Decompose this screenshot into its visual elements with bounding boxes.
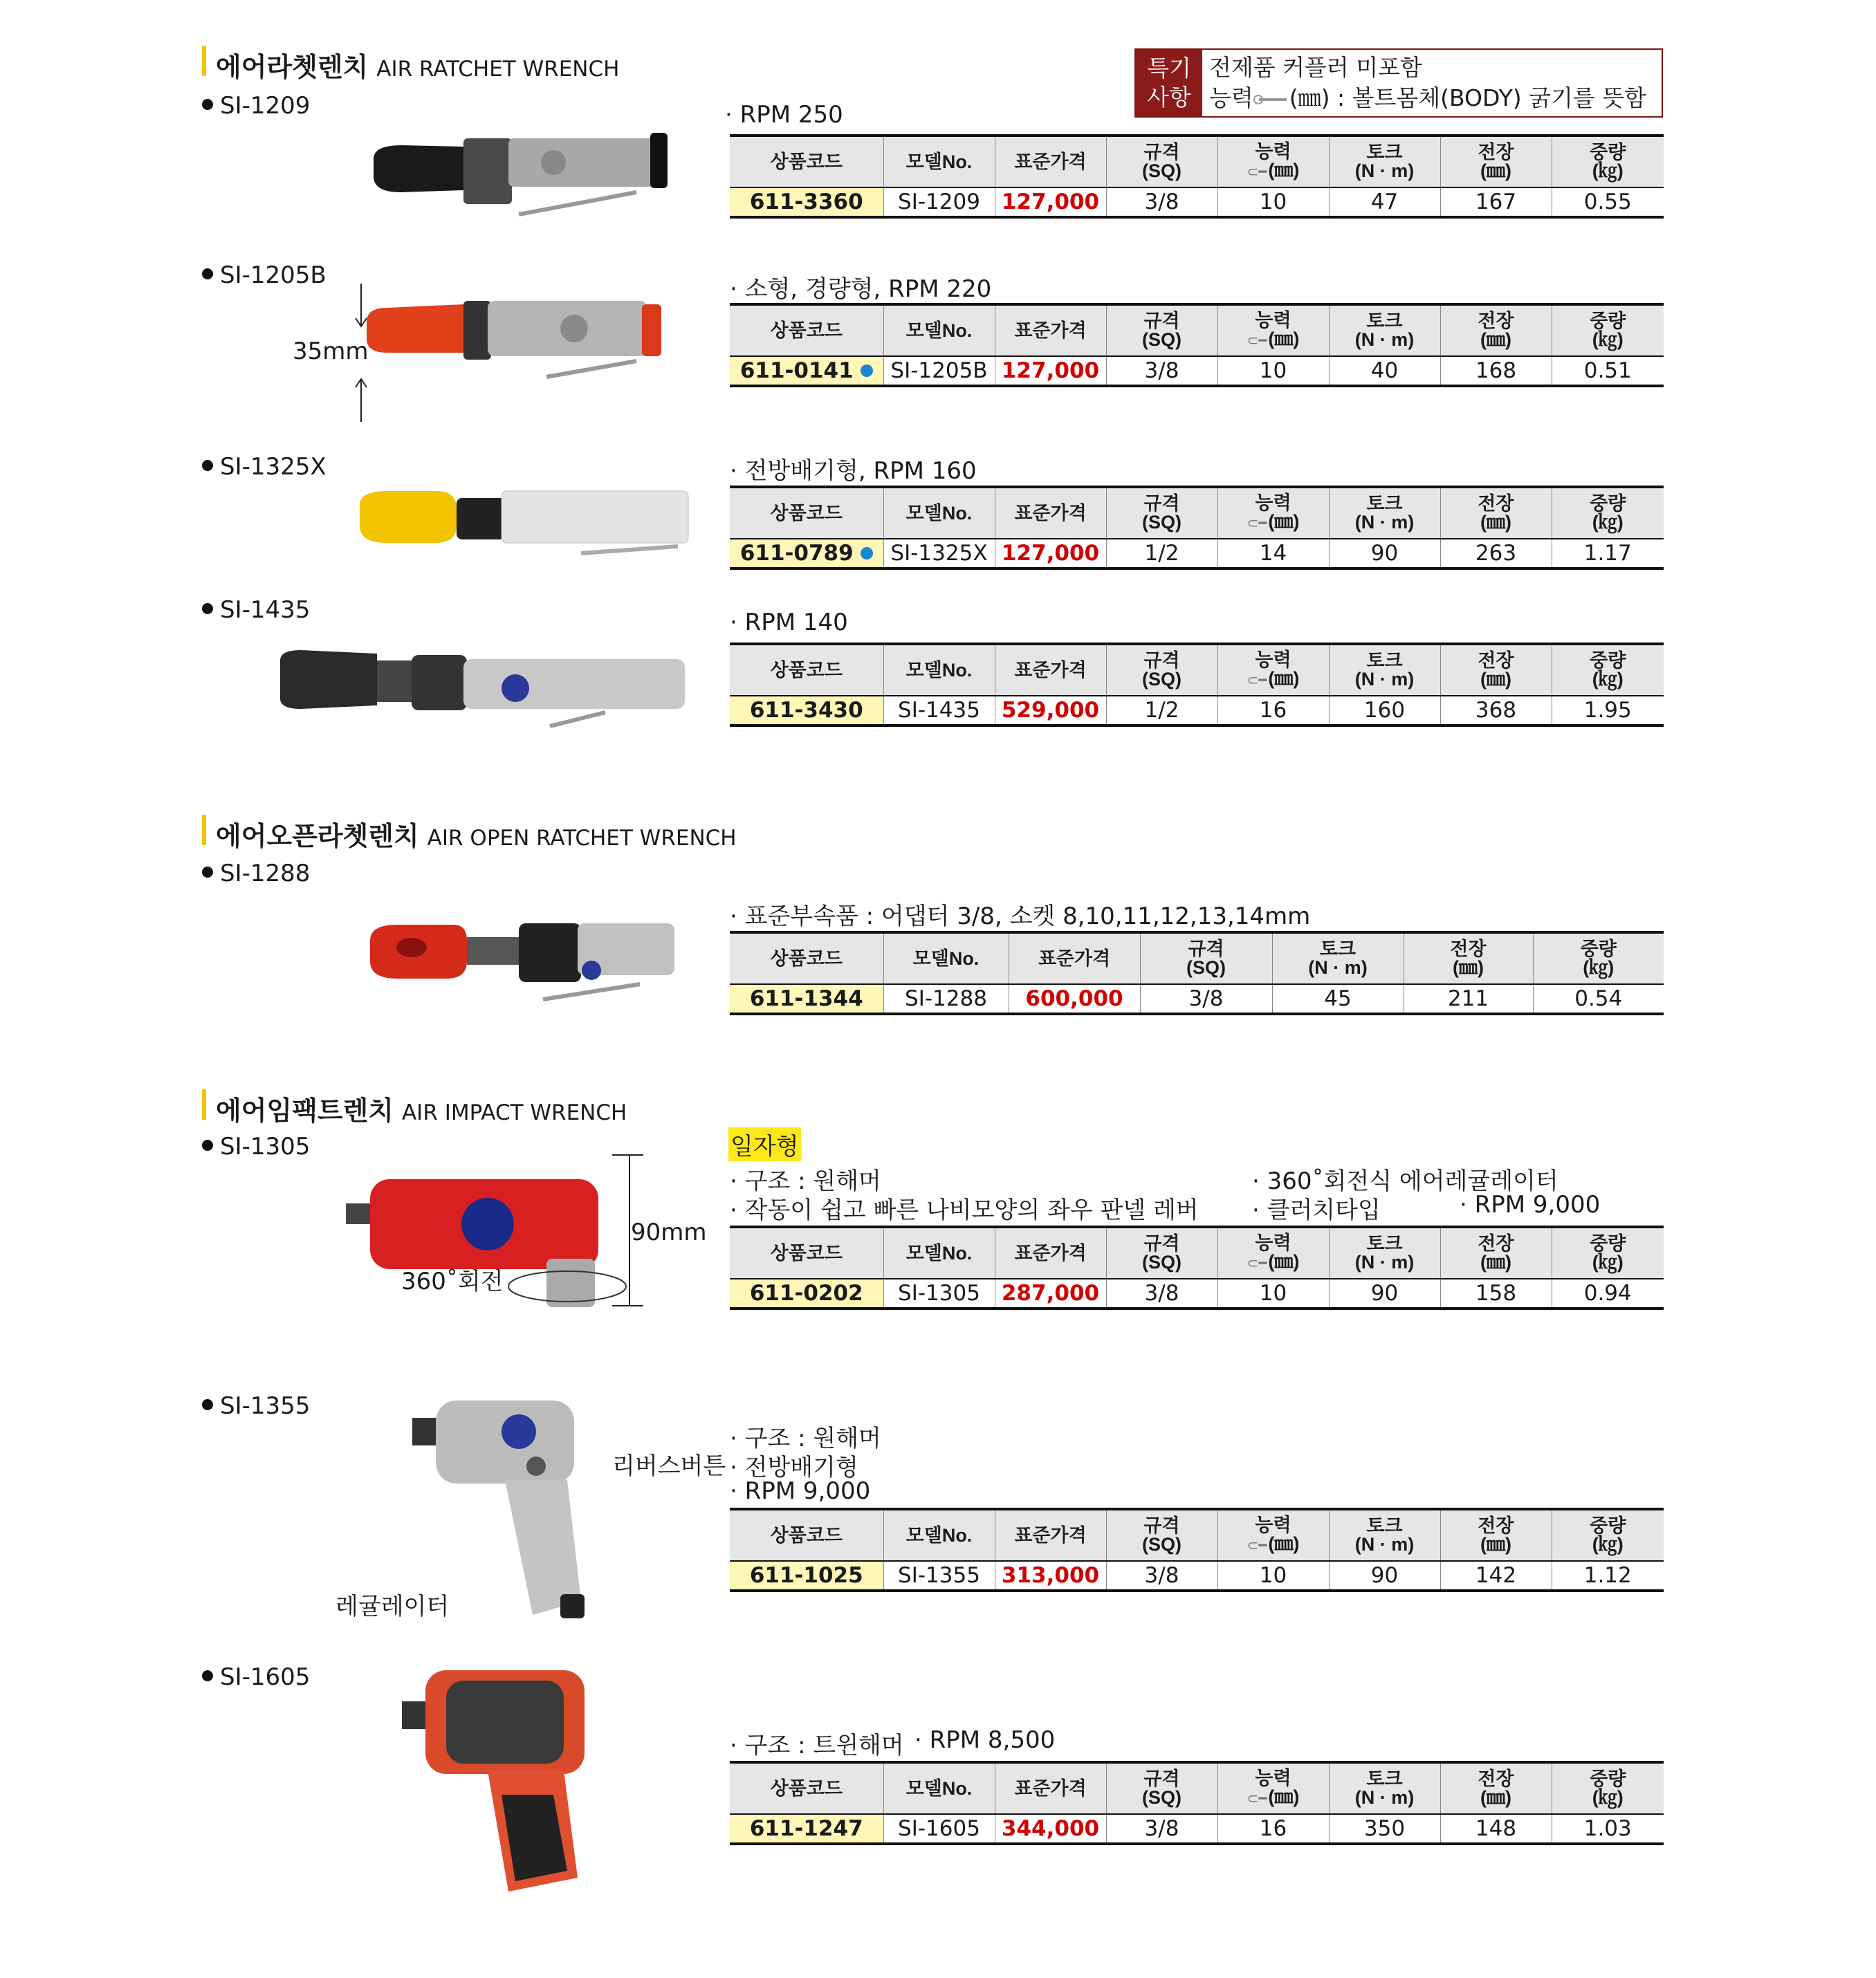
header-code: 상품코드 (730, 932, 883, 984)
model-label: SI-1325X (202, 453, 327, 481)
weight: 0.94 (1552, 1279, 1664, 1309)
header-length: 전장 (㎜) (1440, 1509, 1552, 1561)
product-note: · RPM 250 (725, 101, 843, 129)
reverse-button-label: 리버스버튼 (612, 1452, 726, 1480)
sq: 3/8 (1106, 356, 1217, 386)
section-title-impact: 에어임팩트렌치 AIR IMPACT WRENCH (202, 1089, 627, 1120)
header-torque: 토크 (N · m) (1329, 644, 1440, 696)
dimension-label: 360˚회전 (401, 1268, 504, 1295)
sq: 3/8 (1106, 1279, 1217, 1309)
new-marker-icon (861, 364, 873, 377)
length: 263 (1440, 539, 1552, 569)
model-label: SI-1288 (202, 860, 310, 887)
torque: 47 (1329, 187, 1440, 217)
header-model: 모델No. (883, 1227, 995, 1279)
product-note: · 360˚회전식 에어레귤레이터 (1252, 1167, 1558, 1195)
header-weight: 중량 (㎏) (1552, 487, 1664, 539)
table-row (730, 356, 1664, 386)
length: 168 (1440, 356, 1552, 386)
header-code: 상품코드 (730, 644, 883, 696)
spec-table (730, 486, 1664, 570)
header-capacity: 능력 ⊂━(㎜) (1217, 1762, 1329, 1814)
price: 600,000 (1009, 984, 1140, 1014)
spec-table (730, 1226, 1664, 1310)
weight: 1.12 (1552, 1561, 1664, 1591)
product-note: · RPM 8,500 (914, 1726, 1056, 1754)
torque: 40 (1329, 356, 1440, 386)
length: 142 (1440, 1561, 1552, 1591)
header-capacity: 능력 ⊂━(㎜) (1217, 304, 1329, 356)
product-note: · 구조 : 원해머 (730, 1167, 881, 1195)
header-length: 전장 (㎜) (1440, 1227, 1552, 1279)
table-header-row (730, 136, 1664, 187)
price: 127,000 (995, 539, 1106, 569)
header-sq: 규격 (SQ) (1106, 1762, 1217, 1814)
header-torque: 토크 (N · m) (1272, 932, 1404, 984)
header-price: 표준가격 (995, 136, 1106, 187)
open-ratchet-wrench-image (363, 909, 681, 1006)
weight: 1.03 (1552, 1814, 1664, 1844)
model-no: SI-1325X (883, 539, 995, 569)
header-torque: 토크 (N · m) (1329, 1227, 1440, 1279)
torque: 90 (1329, 1279, 1440, 1309)
capacity: 16 (1217, 1814, 1329, 1844)
price: 313,000 (995, 1561, 1106, 1591)
dimension-label: 90mm (631, 1219, 707, 1246)
header-price: 표준가격 (1009, 932, 1140, 984)
ratchet-wrench-image (360, 118, 678, 221)
header-price: 표준가격 (995, 1227, 1106, 1279)
header-code: 상품코드 (730, 1762, 883, 1814)
impact-wrench-image (398, 1656, 612, 1905)
regulator-label: 레귤레이터 (335, 1593, 450, 1620)
model-label: SI-1305 (202, 1133, 310, 1161)
header-sq: 규격 (SQ) (1106, 644, 1217, 696)
weight: 1.95 (1552, 696, 1664, 725)
product-type-tag: 일자형 (728, 1127, 801, 1161)
header-price: 표준가격 (995, 644, 1106, 696)
section-title-ratchet: 에어라쳇렌치 AIR RATCHET WRENCH (202, 46, 619, 76)
product-code: 611-0202 (730, 1279, 883, 1309)
sq: 1/2 (1106, 539, 1217, 569)
spec-table (730, 1508, 1664, 1592)
price: 127,000 (995, 187, 1106, 217)
length: 148 (1440, 1814, 1552, 1844)
header-model: 모델No. (883, 136, 995, 187)
header-model: 모델No. (883, 304, 995, 356)
header-weight: 중량 (㎏) (1552, 1762, 1664, 1814)
product-note: · 구조 : 트윈해머 (730, 1732, 904, 1759)
special-note-line1: 전제품 커플러 미포함 (1209, 54, 1422, 81)
ratchet-wrench-image (353, 477, 699, 560)
torque: 350 (1329, 1814, 1440, 1844)
header-capacity: 능력 ⊂━(㎜) (1217, 644, 1329, 696)
weight: 0.55 (1552, 187, 1664, 217)
header-code: 상품코드 (730, 136, 883, 187)
special-note (1134, 48, 1663, 118)
model-label: SI-1205B (202, 261, 327, 289)
table-row (730, 696, 1664, 725)
model-no: SI-1435 (883, 696, 995, 725)
header-price: 표준가격 (995, 1509, 1106, 1561)
header-sq: 규격 (SQ) (1106, 1509, 1217, 1561)
header-capacity: 능력 ⊂━(㎜) (1217, 136, 1329, 187)
header-model: 모델No. (883, 644, 995, 696)
product-code: 611-1344 (730, 984, 883, 1014)
header-sq: 규격 (SQ) (1106, 487, 1217, 539)
header-sq: 규격 (SQ) (1106, 136, 1217, 187)
sq: 1/2 (1106, 696, 1217, 725)
spec-table (730, 1761, 1664, 1845)
sq: 3/8 (1106, 1814, 1217, 1844)
model-no: SI-1205B (883, 356, 995, 386)
header-weight: 중량 (㎏) (1552, 1509, 1664, 1561)
product-code: 611-3430 (730, 696, 883, 725)
header-torque: 토크 (N · m) (1329, 487, 1440, 539)
table-row (730, 984, 1664, 1014)
torque: 45 (1272, 984, 1404, 1014)
table-header-row (730, 304, 1664, 356)
product-note: · RPM 9,000 (730, 1477, 871, 1505)
weight: 1.17 (1552, 539, 1664, 569)
torque: 90 (1329, 1561, 1440, 1591)
new-marker-icon (861, 547, 873, 560)
header-torque: 토크 (N · m) (1329, 304, 1440, 356)
header-length: 전장 (㎜) (1440, 304, 1552, 356)
length: 158 (1440, 1279, 1552, 1309)
product-note: · 구조 : 원해머 (730, 1425, 881, 1452)
spec-table (730, 931, 1664, 1015)
header-price: 표준가격 (995, 487, 1106, 539)
weight: 0.54 (1533, 984, 1664, 1014)
model-label: SI-1209 (202, 92, 310, 120)
header-length: 전장 (㎜) (1440, 644, 1552, 696)
product-note: · 전방배기형 (730, 1454, 858, 1481)
table-row (730, 539, 1664, 569)
model-no: SI-1288 (883, 984, 1009, 1014)
special-note-label: 특기 사항 (1136, 50, 1202, 116)
table-header-row (730, 1762, 1664, 1814)
product-code: 611-1247 (730, 1814, 883, 1844)
length: 368 (1440, 696, 1552, 725)
header-length: 전장 (㎜) (1440, 1762, 1552, 1814)
header-weight: 중량 (㎏) (1552, 1227, 1664, 1279)
header-price: 표준가격 (995, 304, 1106, 356)
capacity: 10 (1217, 356, 1329, 386)
product-code: 611-0789 (730, 539, 883, 569)
product-note: · RPM 140 (730, 609, 848, 636)
product-code: 611-3360 (730, 187, 883, 217)
product-note: · 전방배기형, RPM 160 (730, 457, 977, 485)
model-no: SI-1355 (883, 1561, 995, 1591)
spec-table (730, 303, 1664, 387)
special-note-line2: 능력 (㎜) : 볼트몸체(BODY) 굵기를 뜻함 (1209, 84, 1647, 111)
product-code: 611-0141 (730, 356, 883, 386)
table-header-row (730, 1509, 1664, 1561)
model-label: SI-1435 (202, 596, 310, 624)
header-length: 전장 (㎜) (1404, 932, 1533, 984)
weight: 0.51 (1552, 356, 1664, 386)
torque: 90 (1329, 539, 1440, 569)
spec-table (730, 134, 1664, 219)
product-note: · 작동이 쉽고 빠른 나비모양의 좌우 판넬 레버 (730, 1196, 1199, 1224)
header-capacity: 능력 ⊂━(㎜) (1217, 487, 1329, 539)
model-label: SI-1605 (202, 1663, 310, 1691)
header-price: 표준가격 (995, 1762, 1106, 1814)
header-model: 모델No. (883, 487, 995, 539)
dimension-label: 35mm (293, 338, 369, 365)
sq: 3/8 (1140, 984, 1272, 1014)
capacity: 10 (1217, 1279, 1329, 1309)
length: 167 (1440, 187, 1552, 217)
header-code: 상품코드 (730, 304, 883, 356)
product-note: · 클러치타입 (1252, 1196, 1381, 1224)
table-row (730, 1279, 1664, 1309)
header-torque: 토크 (N · m) (1329, 1762, 1440, 1814)
header-code: 상품코드 (730, 487, 883, 539)
header-torque: 토크 (N · m) (1329, 136, 1440, 187)
table-header-row (730, 644, 1664, 696)
table-row (730, 1561, 1664, 1591)
table-row (730, 187, 1664, 217)
header-sq: 규격 (SQ) (1106, 304, 1217, 356)
price: 287,000 (995, 1279, 1106, 1309)
torque: 160 (1329, 696, 1440, 725)
capacity: 10 (1217, 187, 1329, 217)
price: 344,000 (995, 1814, 1106, 1844)
model-no: SI-1605 (883, 1814, 995, 1844)
header-sq: 규격 (SQ) (1106, 1227, 1217, 1279)
table-row (730, 1814, 1664, 1844)
ratchet-wrench-image (273, 640, 702, 730)
header-length: 전장 (㎜) (1440, 136, 1552, 187)
product-note: · RPM 9,000 (1460, 1191, 1601, 1219)
sq: 3/8 (1106, 187, 1217, 217)
header-code: 상품코드 (730, 1509, 883, 1561)
header-weight: 중량 (㎏) (1552, 136, 1664, 187)
price: 127,000 (995, 356, 1106, 386)
capacity: 10 (1217, 1561, 1329, 1591)
sq: 3/8 (1106, 1561, 1217, 1591)
spec-table (730, 643, 1664, 727)
header-model: 모델No. (883, 932, 1009, 984)
header-model: 모델No. (883, 1762, 995, 1814)
table-header-row (730, 487, 1664, 539)
header-model: 모델No. (883, 1509, 995, 1561)
special-note-body (1202, 50, 1653, 116)
table-header-row (730, 1227, 1664, 1279)
header-capacity: 능력 ⊂━(㎜) (1217, 1227, 1329, 1279)
section-title-open-ratchet: 에어오픈라쳇렌치 AIR OPEN RATCHET WRENCH (202, 815, 737, 845)
header-code: 상품코드 (730, 1227, 883, 1279)
capacity: 16 (1217, 696, 1329, 725)
table-header-row (730, 932, 1664, 984)
header-weight: 중량 (㎏) (1533, 932, 1664, 984)
header-capacity: 능력 ⊂━(㎜) (1217, 1509, 1329, 1561)
model-label: SI-1355 (202, 1392, 310, 1420)
wrench-icon (1253, 94, 1289, 105)
model-no: SI-1209 (883, 187, 995, 217)
price: 529,000 (995, 696, 1106, 725)
ratchet-wrench-image (360, 284, 678, 387)
product-note: · 표준부속품 : 어댑터 3/8, 소켓 8,10,11,12,13,14mm (730, 903, 1311, 930)
header-length: 전장 (㎜) (1440, 487, 1552, 539)
header-sq: 규격 (SQ) (1140, 932, 1272, 984)
header-torque: 토크 (N · m) (1329, 1509, 1440, 1561)
product-note: · 소형, 경량형, RPM 220 (730, 275, 992, 303)
capacity: 14 (1217, 539, 1329, 569)
length: 211 (1404, 984, 1533, 1014)
model-no: SI-1305 (883, 1279, 995, 1309)
header-weight: 중량 (㎏) (1552, 644, 1664, 696)
header-weight: 중량 (㎏) (1552, 304, 1664, 356)
product-code: 611-1025 (730, 1561, 883, 1591)
